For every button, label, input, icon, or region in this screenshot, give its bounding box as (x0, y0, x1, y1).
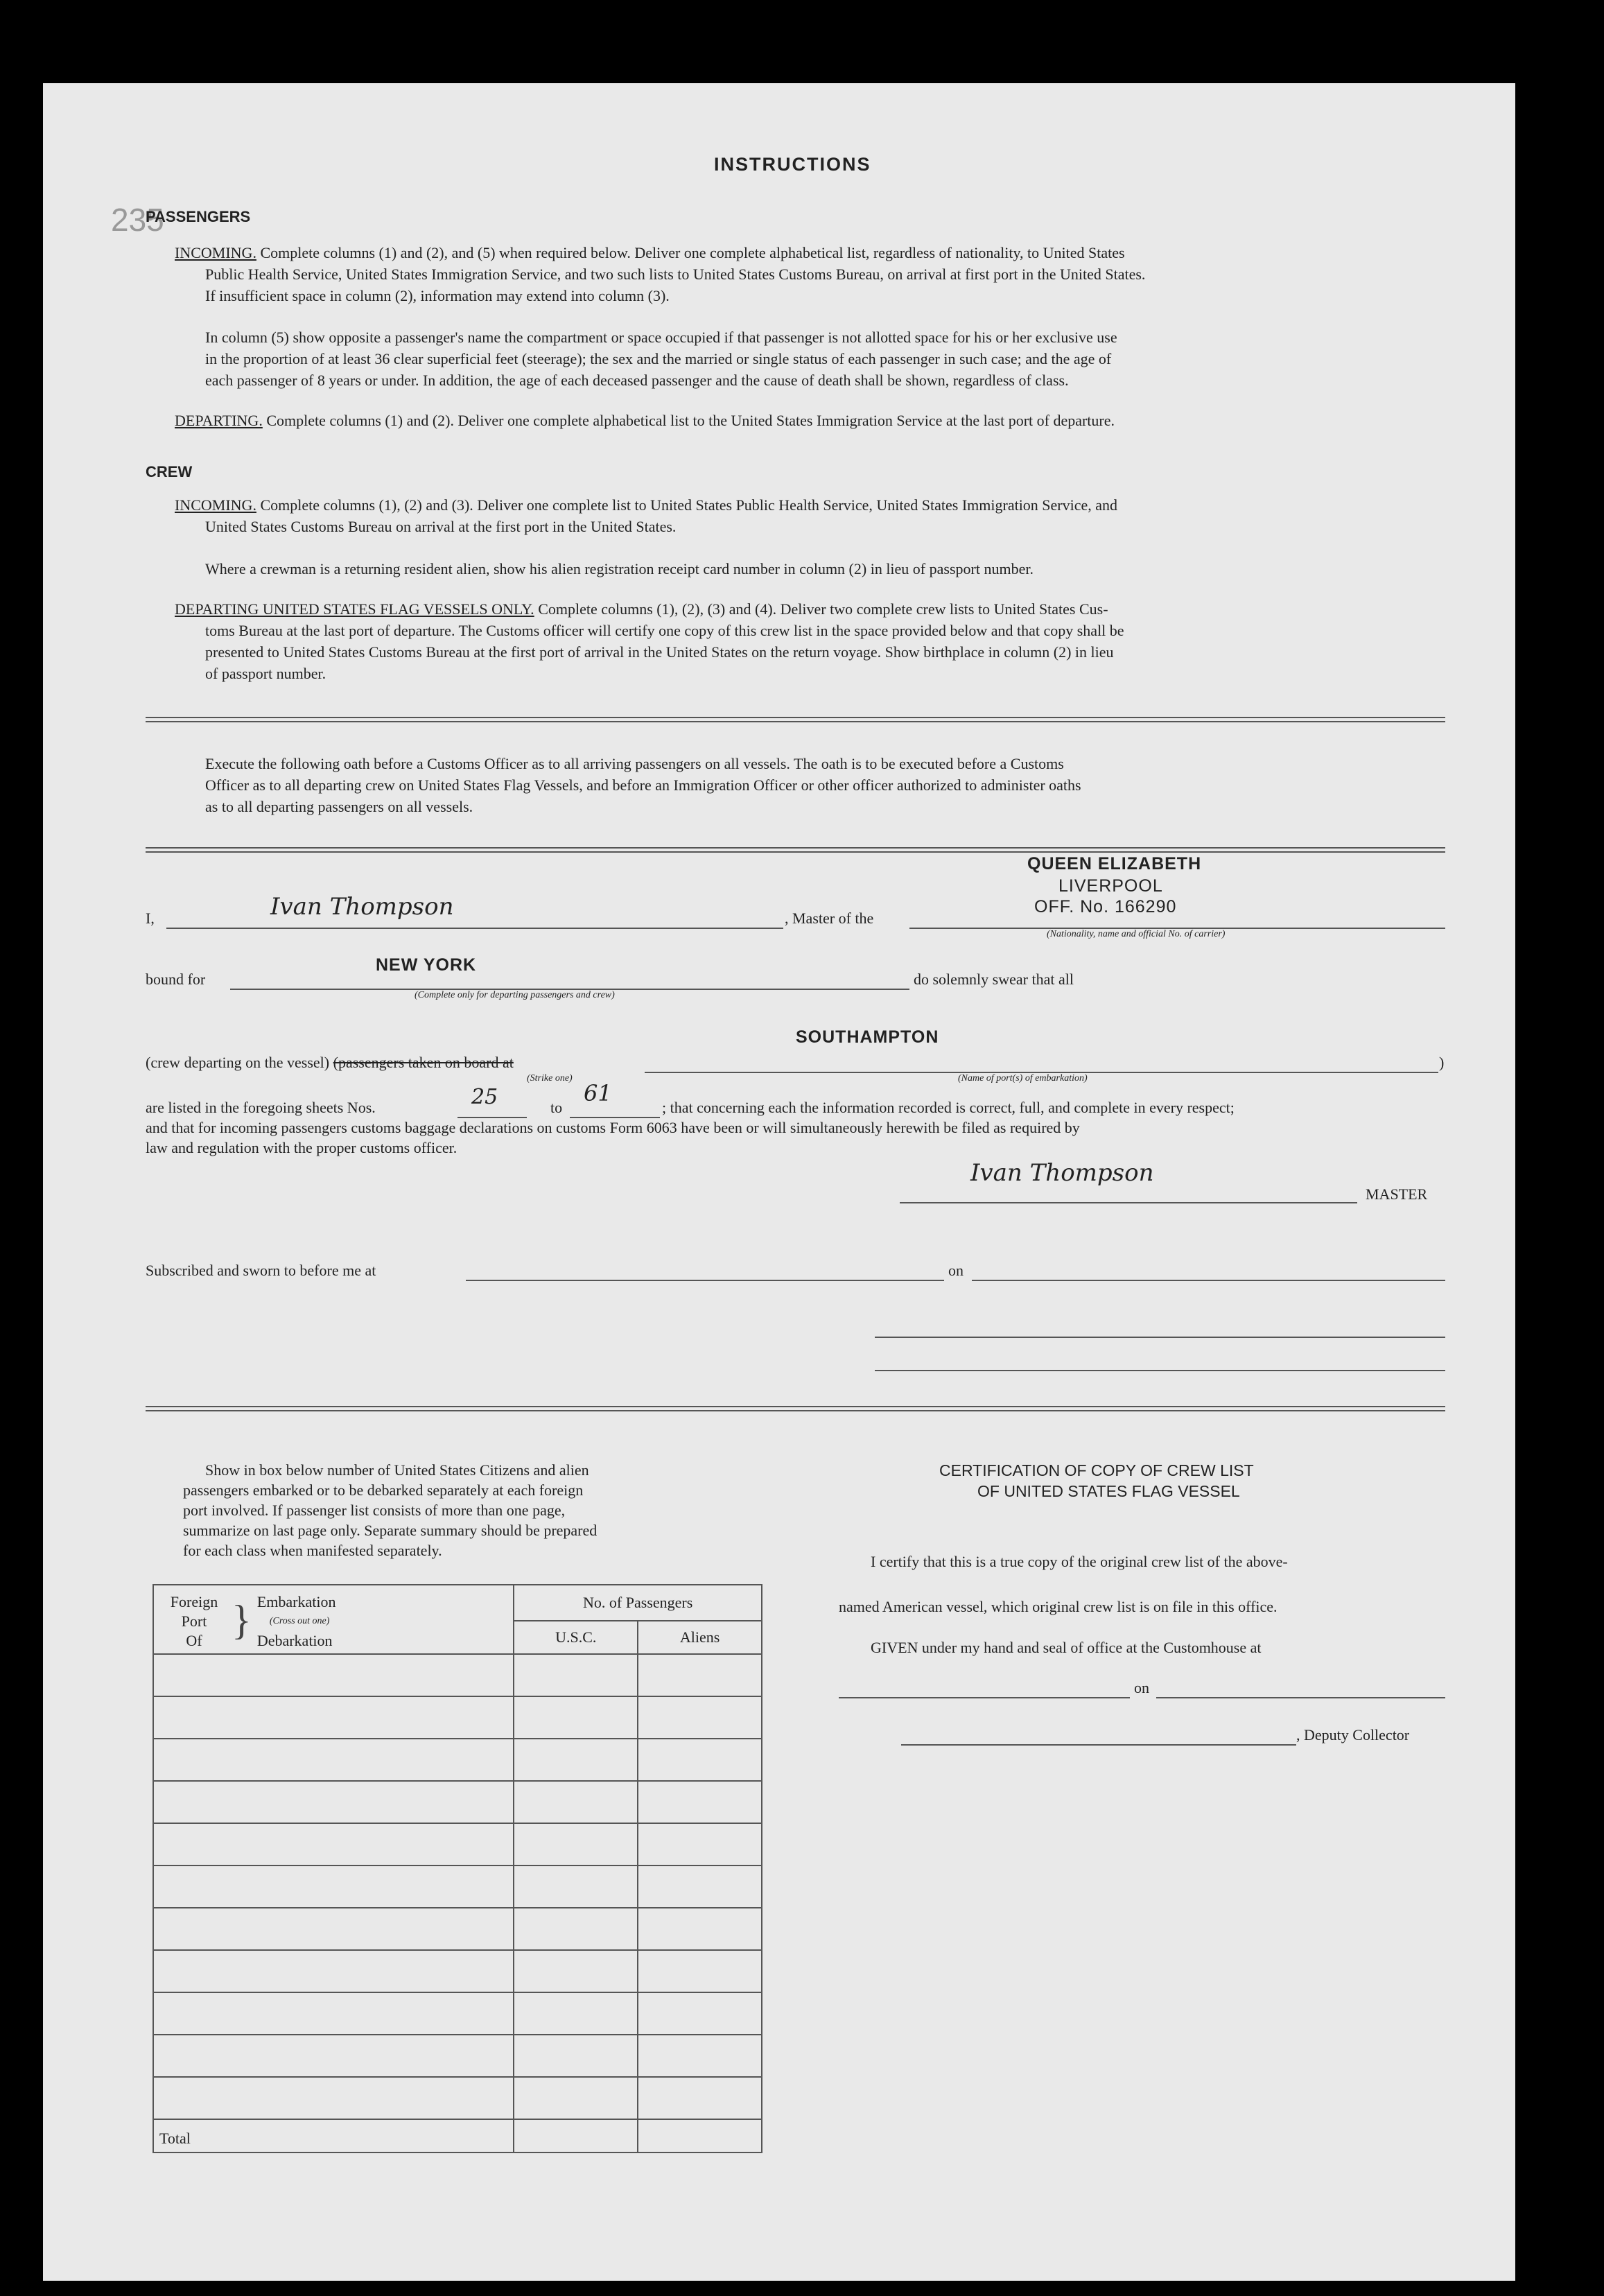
usc-cell (514, 2035, 638, 2077)
port-cell (153, 2077, 514, 2119)
oath-intro-line2: Officer as to all departing crew on United States Flag Vessels, and before an Immigration Officer or other officer authorized to administer oaths (205, 776, 1081, 794)
passengers-departing-text: Complete columns (1) and (2). Deliver one complete alphabetical list to the United States Immigration Service at the last port of departure. (266, 412, 1115, 429)
usc-total-cell (514, 2119, 638, 2152)
oath-intro-line3: as to all departing passengers on all vessels. (205, 798, 473, 815)
struck-passengers-text: (passengers taken on board at (333, 1054, 514, 1071)
passengers-incoming-line1 (175, 243, 1125, 263)
port-cell (153, 1992, 514, 2035)
divider-lower (146, 1406, 1445, 1411)
crew-incoming-label: INCOMING. (175, 496, 256, 514)
crew-departing-label: DEPARTING UNITED STATES FLAG VESSELS ONLY. (175, 600, 534, 618)
oath-line2: and that for incoming passengers customs baggage declarations on customs Form 6063 have been or will simultaneously herewith be filed as required by (146, 1119, 1080, 1136)
bound-caption: (Complete only for departing passengers and crew) (415, 990, 615, 1000)
usc-cell (514, 1950, 638, 1992)
total-row (153, 2119, 762, 2152)
certification-line3: GIVEN under my hand and seal of office at the Customhouse at (871, 1639, 1262, 1656)
officer-title-line (875, 1370, 1445, 1371)
embark-caption: (Name of port(s) of embarkation) (958, 1073, 1088, 1084)
port-cell (153, 1866, 514, 1908)
crew-incoming-line2: United States Customs Bureau on arrival at the first port in the United States. (205, 518, 677, 535)
aliens-cell (638, 1823, 762, 1866)
sheet-from: 25 (471, 1085, 498, 1109)
sheets-suffix: ; that concerning each the information recorded is correct, full, and complete in every respect; (662, 1099, 1235, 1116)
passengers-heading: PASSENGERS (146, 208, 251, 225)
passengers-departing-label: DEPARTING. (175, 412, 263, 429)
closing-paren: ) (1439, 1054, 1445, 1071)
aliens-total-cell (638, 2119, 762, 2152)
foreign-port-header: Foreign Port Of } Embarkation (Cross out one) Debarkation (153, 1585, 514, 1654)
aliens-cell (638, 1696, 762, 1739)
port-cell (153, 1823, 514, 1866)
vessel-name: QUEEN ELIZABETH (1027, 854, 1202, 873)
aliens-cell (638, 1866, 762, 1908)
column5-line3: each passenger of 8 years or under. In addition, the age of each deceased passenger and the cause of death shall be shown, regardless of class. (205, 372, 1069, 389)
master-name-line (166, 928, 783, 929)
margin-page-number: 235 (111, 202, 164, 238)
no-of-passengers-header: No. of Passengers (514, 1585, 762, 1621)
aliens-cell (638, 1781, 762, 1823)
officer-signature-line (875, 1337, 1445, 1338)
crew-incoming-text: Complete columns (1), (2) and (3). Deliver one complete list to United States Public Health Service, United States Immigration Service, and (260, 496, 1118, 514)
master-signature-line (900, 1202, 1357, 1203)
embark-port: SOUTHAMPTON (796, 1027, 939, 1047)
of-label: Of (186, 1632, 202, 1649)
summary-instructions-line5: for each class when manifested separately. (183, 1542, 442, 1559)
aliens-cell (638, 2077, 762, 2119)
vessel-port: LIVERPOOL (1058, 876, 1163, 896)
deputy-collector-label: , Deputy Collector (1296, 1726, 1410, 1743)
passengers-incoming-line3: If insufficient space in column (2), information may extend into column (3). (205, 287, 670, 304)
aliens-cell (638, 1654, 762, 1696)
foreign-label: Foreign (170, 1593, 218, 1610)
usc-cell (514, 1823, 638, 1866)
table-row (153, 1654, 762, 1696)
table-row (153, 1823, 762, 1866)
aliens-cell (638, 1950, 762, 1992)
bound-for-label: bound for (146, 971, 206, 988)
table-row (153, 1739, 762, 1781)
master-label: MASTER (1366, 1185, 1428, 1203)
table-row (153, 1866, 762, 1908)
table-row (153, 1696, 762, 1739)
table-row (153, 1781, 762, 1823)
sheets-prefix: are listed in the foregoing sheets Nos. (146, 1099, 376, 1116)
certification-on-label: on (1134, 1679, 1149, 1696)
customhouse-line (839, 1697, 1130, 1698)
usc-cell (514, 1781, 638, 1823)
subscribed-date-line (972, 1280, 1445, 1281)
summary-instructions-line2: passengers embarked or to be debarked separately at each foreign (183, 1481, 584, 1499)
crew-departing-clause (146, 1052, 514, 1073)
port-cell (153, 1696, 514, 1739)
port-label: Port (181, 1612, 207, 1630)
column5-line2: in the proportion of at least 36 clear superficial feet (steerage); the sex and the married or single status of each passenger in such case; and the age of (205, 350, 1112, 367)
subscribed-on-label: on (948, 1262, 964, 1279)
port-cell (153, 1950, 514, 1992)
passengers-incoming-text: Complete columns (1) and (2), and (5) when required below. Deliver one complete alphabetical list, regardless of nationality, to United States (260, 244, 1125, 261)
certification-line2: named American vessel, which original crew list is on file in this office. (839, 1598, 1278, 1615)
summary-instructions-line3: port involved. If passenger list consists of more than one page, (183, 1502, 566, 1519)
divider-oath (146, 847, 1445, 853)
sheet-to: 61 (584, 1080, 612, 1106)
oath-intro-line1: Execute the following oath before a Customs Officer as to all arriving passengers on all vessels. The oath is to be executed before a Customs (205, 755, 1064, 772)
bound-for-value: NEW YORK (376, 955, 477, 975)
strike-caption: (Strike one) (527, 1073, 573, 1084)
usc-cell (514, 1908, 638, 1950)
table-row (153, 2077, 762, 2119)
total-label: Total (153, 2119, 514, 2152)
aliens-cell (638, 2035, 762, 2077)
divider-upper (146, 717, 1445, 722)
master-of-label: , Master of the (785, 910, 874, 927)
master-signature-2: Ivan Thompson (970, 1159, 1154, 1187)
certification-date-line (1156, 1697, 1445, 1698)
aliens-cell (638, 1992, 762, 2035)
aliens-header: Aliens (638, 1621, 762, 1654)
crew-heading: CREW (146, 463, 193, 480)
passengers-incoming-line2: Public Health Service, United States Immigration Service, and two such lists to United States Customs Bureau, on arrival at first port in the United States. (205, 266, 1146, 283)
certification-title-line2: OF UNITED STATES FLAG VESSEL (977, 1482, 1240, 1500)
summary-instructions-line1: Show in box below number of United States Citizens and alien (205, 1461, 589, 1479)
aliens-cell (638, 1739, 762, 1781)
master-signature: Ivan Thompson (270, 893, 454, 921)
usc-cell (514, 1654, 638, 1696)
certification-line1: I certify that this is a true copy of the original crew list of the above- (871, 1553, 1288, 1570)
column5-line1: In column (5) show opposite a passenger's name the compartment or space occupied if that passenger is not allotted space for his or her exclusive use (205, 329, 1117, 346)
oath-i-label: I, (146, 910, 155, 927)
usc-header: U.S.C. (514, 1621, 638, 1654)
certification-title-line1: CERTIFICATION OF COPY OF CREW LIST (939, 1461, 1254, 1479)
port-cell (153, 1739, 514, 1781)
usc-cell (514, 1866, 638, 1908)
vessel-official-number: OFF. No. 166290 (1034, 897, 1177, 916)
swear-text: do solemnly swear that all (914, 971, 1074, 988)
crew-departing-text: (crew departing on the vessel) (146, 1054, 330, 1071)
oath-line3: law and regulation with the proper customs officer. (146, 1139, 457, 1156)
subscribed-label: Subscribed and sworn to before me at (146, 1262, 376, 1279)
table-row (153, 2035, 762, 2077)
usc-cell (514, 1739, 638, 1781)
aliens-cell (638, 1908, 762, 1950)
port-cell (153, 2035, 514, 2077)
port-cell (153, 1654, 514, 1696)
passengers-incoming-label: INCOMING. (175, 244, 256, 261)
summary-instructions-line4: summarize on last page only. Separate summary should be prepared (183, 1522, 598, 1539)
crew-departing-line1 (175, 599, 1108, 620)
deputy-collector-line (901, 1744, 1296, 1746)
table-row (153, 1992, 762, 2035)
subscribed-place-line (466, 1280, 944, 1281)
usc-cell (514, 1696, 638, 1739)
passengers-departing-line (175, 410, 1115, 431)
vessel-caption: (Nationality, name and official No. of carrier) (1047, 929, 1226, 939)
crew-departing-line3: presented to United States Customs Bureau at the first port of arrival in the United States on the return voyage. Show birthplace in column (2) in lieu (205, 643, 1114, 661)
sheet-to-label: to (550, 1099, 563, 1116)
debarkation-label: Debarkation (256, 1632, 333, 1649)
usc-cell (514, 2077, 638, 2119)
crew-resident-alien: Where a crewman is a returning resident alien, show his alien registration receipt card number in column (2) in lieu of passport number. (205, 560, 1034, 577)
usc-cell (514, 1992, 638, 2035)
crew-departing-line4: of passport number. (205, 665, 326, 682)
cross-out-caption: (Cross out one) (269, 1616, 330, 1626)
crew-incoming-line1 (175, 495, 1117, 516)
table-row (153, 1908, 762, 1950)
table-row (153, 1950, 762, 1992)
crew-departing-text: Complete columns (1), (2), (3) and (4). Deliver two complete crew lists to United States Cus- (538, 600, 1108, 618)
instructions-title: INSTRUCTIONS (714, 154, 871, 175)
port-cell (153, 1908, 514, 1950)
embarkation-label: Embarkation (256, 1593, 336, 1610)
passenger-summary-table (152, 1584, 762, 2153)
crew-departing-line2: toms Bureau at the last port of departure. The Customs officer will certify one copy of this crew list in the space provided below and that copy shall be (205, 622, 1124, 639)
port-cell (153, 1781, 514, 1823)
